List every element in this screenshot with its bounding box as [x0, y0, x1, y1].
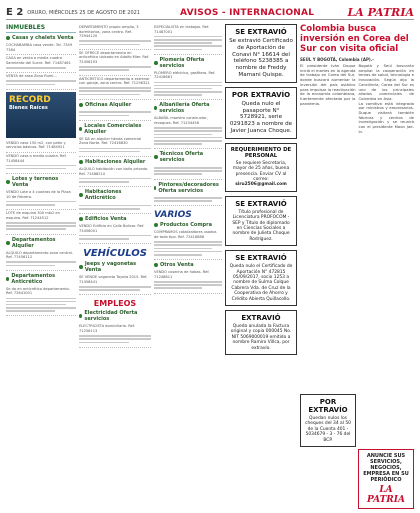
- article-column: [300, 64, 356, 135]
- column-classifieds-2: [79, 24, 151, 509]
- classified-ad: [154, 269, 222, 293]
- category-habitaciones-alquiler: [79, 159, 151, 165]
- text-line: [79, 111, 151, 113]
- classified-ad: [79, 323, 151, 347]
- category-label: Electricidad Oferta servicios: [84, 310, 138, 323]
- text-line: [79, 342, 129, 344]
- notice-title: SE EXTRAVIÓ: [235, 199, 287, 208]
- text-line: [79, 289, 140, 291]
- text-line: [154, 88, 212, 90]
- column-notices: [225, 24, 297, 509]
- article-body: [300, 64, 414, 135]
- category-casas-venta: [6, 35, 76, 41]
- text-line: [79, 148, 151, 150]
- category-label: Habitaciones Anticrético: [84, 189, 122, 202]
- notice-title: POR EXTRAVÍO: [231, 90, 291, 99]
- section-inmuebles: INMUEBLES: [6, 24, 76, 33]
- classified-ad: [154, 164, 222, 179]
- column-classifieds-3: [154, 24, 222, 509]
- category-label: Edificios Venta: [85, 216, 127, 223]
- bullet-icon: [79, 265, 83, 269]
- classified-ad: [6, 55, 76, 73]
- category-plomeria: [154, 57, 222, 69]
- classified-ad: [6, 210, 76, 234]
- category-label: Habitaciones Alquiler: [85, 158, 146, 165]
- notice-body: Título profesional de Licenciatura PROFOCOM - SEP y Título de diplomado en Ciencias Sociales a nombre de Julieta Choque Rodríguez.: [232, 209, 290, 242]
- classified-ad: [154, 229, 222, 260]
- text-line: [79, 338, 151, 340]
- category-oficinas-alquiler: [79, 102, 151, 108]
- photo-ad-label: RECORD: [9, 94, 51, 105]
- text-line: [6, 301, 76, 303]
- classified-ad: COCHABAMBA casa vende. Tel. 7349 7364: [6, 42, 76, 55]
- text-line: [79, 205, 151, 207]
- text-line: [154, 173, 202, 175]
- category-label: Pintores/decoradores Oferta servicios: [158, 181, 219, 194]
- text-line: [154, 143, 202, 145]
- newspaper-logo: LA PATRIA: [347, 6, 414, 19]
- notice-title: REQUERIMIENTO DE PERSONAL: [230, 146, 292, 159]
- ad-text: LOTE de esquina 300 mts2 en esquina. Ref. 71244512: [6, 211, 60, 220]
- classified-ad: [6, 250, 76, 271]
- category-electricidad: [79, 310, 151, 322]
- category-productos-compra: [154, 222, 222, 228]
- ad-text: COMPRAMOS catalizadores usados de todo tipo. Ref. 72416888: [154, 230, 217, 240]
- category-edificios-venta: [79, 216, 151, 222]
- category-jeeps-venta: [79, 261, 151, 273]
- column-news: [300, 24, 414, 509]
- text-line: [6, 228, 66, 230]
- promo-box: [358, 449, 414, 509]
- notice-title: POR EXTRAVÍO: [308, 398, 348, 414]
- section-varios: VARIOS: [154, 210, 192, 221]
- ad-text: SE VENDE vagoneta Toyota 2015. Ref. 71458441: [79, 275, 148, 284]
- text-line: [154, 281, 222, 283]
- ad-text: ALQUILO habitación con baño privado. Ref. 71488210: [79, 166, 149, 176]
- classified-ad: [79, 50, 151, 76]
- text-line: [154, 241, 222, 243]
- classified-ad: [79, 223, 151, 244]
- article-paragraph: La comitiva está integrada por ministros y empresarios. Duque visitará también fábricas y centros de investigación y se reunirá con el presidente Moon Jae-in.: [358, 100, 414, 134]
- ad-text: VENTA de casa Zona Rumi...: [6, 74, 57, 79]
- article-byline: SEÚL Y BOGOTÁ, Colombia (AP).-: [300, 57, 374, 62]
- notice-body: Queda nulo el Certificado de Aportación N° 472815 05/09/2017, socio 1253 a nombre de Sulma Colque Cabrera Vda. de Cruz de la Cooperativa de Ahorro y Crédito Abierta Quillacollo.: [229, 264, 293, 302]
- text-line: [79, 335, 151, 337]
- text-line: [6, 225, 76, 227]
- category-tecnicos: [154, 151, 222, 163]
- classified-ad: [79, 166, 151, 187]
- bullet-icon: [6, 241, 10, 245]
- text-line: [154, 85, 222, 87]
- bullet-icon: [79, 127, 82, 131]
- text-line: [154, 248, 212, 250]
- text-line: [154, 140, 222, 142]
- classified-ad: [154, 195, 222, 207]
- category-habitaciones-anticretico: [79, 189, 151, 201]
- category-label: Lotes y terrenos Venta: [11, 176, 59, 189]
- photo-advertisement: [6, 92, 76, 138]
- category-departamentos-anticretico: [6, 273, 76, 285]
- text-line: [154, 284, 222, 286]
- text-line: [154, 244, 222, 246]
- notice-box: [225, 310, 297, 355]
- notice-title: SE EXTRAVIÓ: [235, 28, 287, 36]
- category-label: Departamentos Alquiler: [11, 236, 56, 249]
- text-line: [154, 251, 222, 253]
- section-empleos: EMPLEOS: [93, 299, 137, 309]
- text-line: [154, 200, 212, 202]
- bullet-icon: [154, 223, 158, 227]
- classified-ad: [79, 24, 151, 50]
- article-headline: Colombia busca inversión en Corea del Sur con visita oficial: [300, 24, 409, 54]
- classified-ad: [79, 202, 151, 214]
- notice-box: [225, 24, 297, 83]
- text-line: [79, 44, 140, 46]
- category-label: Plomería Oferta servicios: [159, 56, 205, 69]
- text-line: [154, 287, 202, 289]
- text-line: [154, 127, 222, 129]
- column-classifieds-1: [6, 24, 76, 509]
- text-line: [154, 91, 222, 93]
- text-line: [154, 167, 222, 169]
- classified-ad: [6, 189, 76, 210]
- text-line: [79, 286, 151, 288]
- text-line: [6, 204, 55, 206]
- bullet-icon: [154, 186, 156, 190]
- photo-ad-subtitle: Bienes Raíces: [9, 104, 48, 111]
- notice-title: EXTRAVIÓ: [241, 314, 281, 323]
- classified-ad: [79, 274, 151, 295]
- text-line: [79, 208, 140, 210]
- category-label: Casas y chalets Venta: [12, 35, 74, 41]
- text-line: [6, 304, 66, 306]
- category-departamentos-alquiler: [6, 237, 76, 249]
- ad-text: ANTICRETICO departamento a estrenar con garaje, zona centro. Ref. 71256321: [79, 76, 150, 86]
- ad-text: DEPARTAMENTO propio amplio, 3 dormitorios, zona centro. Ref. 73944120: [79, 25, 139, 39]
- text-line: [154, 49, 202, 51]
- notice-box: [225, 87, 297, 139]
- bullet-icon: [79, 160, 83, 164]
- category-lotes-venta: [6, 176, 76, 188]
- bullet-icon: [79, 103, 83, 107]
- category-label: Albañilería Oferta servicios: [159, 102, 210, 115]
- bullet-icon: [6, 36, 10, 40]
- section-title: AVISOS - INTERNACIONAL: [180, 7, 315, 18]
- article-column: [359, 64, 415, 135]
- page-header: [6, 6, 414, 20]
- text-line: [6, 222, 76, 224]
- bullet-icon: [6, 277, 9, 281]
- text-line: [6, 310, 55, 312]
- ad-text: ESPECIALISTA en trabajos. Ref. 71487001: [154, 25, 210, 34]
- ad-text: ALQUILO departamento zona central. Ref. 77456112: [6, 250, 74, 260]
- article-paragraph: El presidente Iván Duque inició el martes en la agenda de trabajo en Corea del Sur, donde buscará aumentar la inversión del país asiático para impulsar la reactivación de la economía colombiana, fuertemente afectada por la pandemia.: [300, 63, 356, 106]
- section-number: E 2: [6, 7, 24, 18]
- text-line: [79, 235, 151, 237]
- text-line: [79, 151, 140, 153]
- section-vehiculos: VEHÍCULOS: [83, 248, 147, 260]
- ad-text: CASA en venta a media cuadra Sarmiento del Sucre. Ref. 71487461: [6, 56, 71, 65]
- text-line: [79, 238, 129, 240]
- ad-text: SE DA en alquiler tienda comercial Zona Norte. Ref. 72416830: [79, 136, 142, 146]
- text-line: [6, 84, 55, 86]
- category-label: Oficinas Alquiler: [85, 101, 132, 108]
- classified-ad: [6, 286, 76, 317]
- text-line: [154, 134, 212, 136]
- bullet-icon: [154, 106, 157, 110]
- notice-box: [225, 250, 297, 306]
- bullet-icon: [154, 61, 158, 65]
- text-line: [154, 45, 222, 47]
- notice-box: [225, 143, 297, 192]
- text-line: [6, 165, 76, 167]
- category-label: Técnicos Oferta servicios: [159, 151, 204, 164]
- promo-logo: LA PATRIA: [367, 485, 405, 505]
- text-line: [79, 94, 140, 96]
- text-line: [154, 130, 222, 132]
- text-line: [154, 137, 222, 139]
- text-line: [154, 170, 222, 172]
- ad-text: VENDO casa a media cuadra. Ref. 71458444: [6, 153, 67, 163]
- text-line: [154, 82, 222, 84]
- category-label: Jeeps y vagonetas Venta: [84, 261, 137, 274]
- bullet-icon: [154, 263, 158, 267]
- bullet-icon: [6, 180, 10, 184]
- text-line: [6, 80, 76, 82]
- columns: [6, 24, 414, 509]
- category-label: Locales Comerciales Alquiler: [84, 122, 142, 135]
- notice-body: Quedan nulos los cheques del 34 al 50 de la Cuenta 401 - 5034679 - 3 - 76 del BCP.: [305, 416, 351, 443]
- classified-ad: [6, 73, 76, 90]
- bullet-icon: [79, 314, 82, 318]
- text-line: [154, 254, 202, 256]
- classified-ad: [154, 24, 222, 55]
- text-line: [79, 87, 151, 89]
- text-line: [6, 168, 66, 170]
- bullet-icon: [79, 193, 83, 197]
- category-albanileria: [154, 102, 222, 114]
- text-line: [79, 66, 151, 68]
- notice-body: Se extravió Certificado de Aportación de Conavi N° 16614 del teléfono 5238385 a nombre de Freddy Mamani Quispe.: [229, 38, 293, 78]
- notice-body: Se requiere Secretaria, mayor de 25 años, buena presencia. Enviar CV al correo:: [232, 160, 290, 182]
- text-line: [6, 265, 55, 267]
- text-line: [154, 39, 222, 41]
- category-label: Productos Compra: [160, 222, 212, 229]
- ad-text: SE OFRECE departamento en anticrético ubicado en Adolfo Mier. Ref. 72456103: [79, 50, 150, 64]
- classified-ad: [154, 70, 222, 101]
- issue-date: ORURO, MIÉRCOLES 25 DE AGOSTO DE 2021: [27, 9, 141, 16]
- bullet-icon: [154, 155, 158, 159]
- text-line: [79, 90, 151, 92]
- text-line: [154, 94, 202, 96]
- text-line: [6, 261, 76, 263]
- ad-text: VENDO Edificio en Calle Bolívar. Ref. 73456001: [79, 224, 145, 233]
- notice-title: SE EXTRAVIÓ: [235, 254, 287, 263]
- text-line: [79, 181, 129, 183]
- notice-box: [300, 394, 356, 447]
- text-line: [154, 36, 222, 38]
- ad-text: ELECTRICISTA domiciliario. Ref. 71256113: [79, 324, 135, 333]
- notice-body: Queda anulada la Factura original y copia 000045 No. NIT 5069000019 emitido a nombre Ramiro Villca, por extravío.: [230, 324, 292, 351]
- promo-text: ANUNCIE SUS SERVICIOS, NEGOCIOS, EMPRESA EN SU PERIÓDICO: [363, 453, 409, 483]
- notice-box: [225, 196, 297, 246]
- ad-text: ALBAÑIL maestro constructor, revoques. Ref. 71234456: [154, 116, 208, 126]
- text-line: [154, 197, 222, 199]
- category-label: Otros Venta: [160, 262, 194, 269]
- classified-ad: [154, 115, 222, 149]
- ad-text: VENDO cosecha de habas. Ref. 71248811: [154, 270, 210, 279]
- notice-email: siru2506@gmail.com: [235, 182, 287, 188]
- ad-text: Se da en anticrético departamento. Ref. 72641001: [6, 286, 70, 296]
- classified-ad: [79, 136, 151, 157]
- category-label: Departamentos Anticrético: [11, 272, 56, 285]
- text-line: [6, 67, 66, 69]
- category-pintores: [154, 182, 222, 194]
- classified-ad: VENDO casa 150 m2, con patio y servicios básicos. Ref. 71484921: [6, 140, 76, 153]
- text-line: [6, 307, 76, 309]
- text-line: [79, 178, 151, 180]
- classified-ad: [6, 153, 76, 174]
- article-paragraph: Bogotá y Seúl buscarán ampliar la cooperación en temas de salud, tecnología e innovación. Según dijo la Cancillería, Corea del Sur es uno de los principales aliados comerciales de Colombia en Asia.: [358, 63, 414, 101]
- text-line: [79, 69, 129, 71]
- text-line: [154, 42, 212, 44]
- notice-body: Queda nulo el pasaporte N° 5728921, serie 0291823 a nombre de Javier Juanca Choque.: [229, 100, 293, 134]
- classified-ad: [79, 76, 151, 100]
- text-line: [6, 298, 76, 300]
- category-otros-venta: [154, 262, 222, 268]
- category-locales-alquiler: [79, 123, 151, 135]
- classified-ad: [79, 109, 151, 121]
- ad-text: VENDO Lote a 4 cuadras de la Plaza 10 de Febrero.: [6, 190, 71, 199]
- ad-text: PLOMERO eléctrico, gasfitero. Ref. 72418661: [154, 70, 216, 80]
- text-line: [79, 40, 151, 42]
- bullet-icon: [79, 217, 83, 221]
- text-line: [79, 115, 129, 117]
- text-line: [6, 201, 76, 203]
